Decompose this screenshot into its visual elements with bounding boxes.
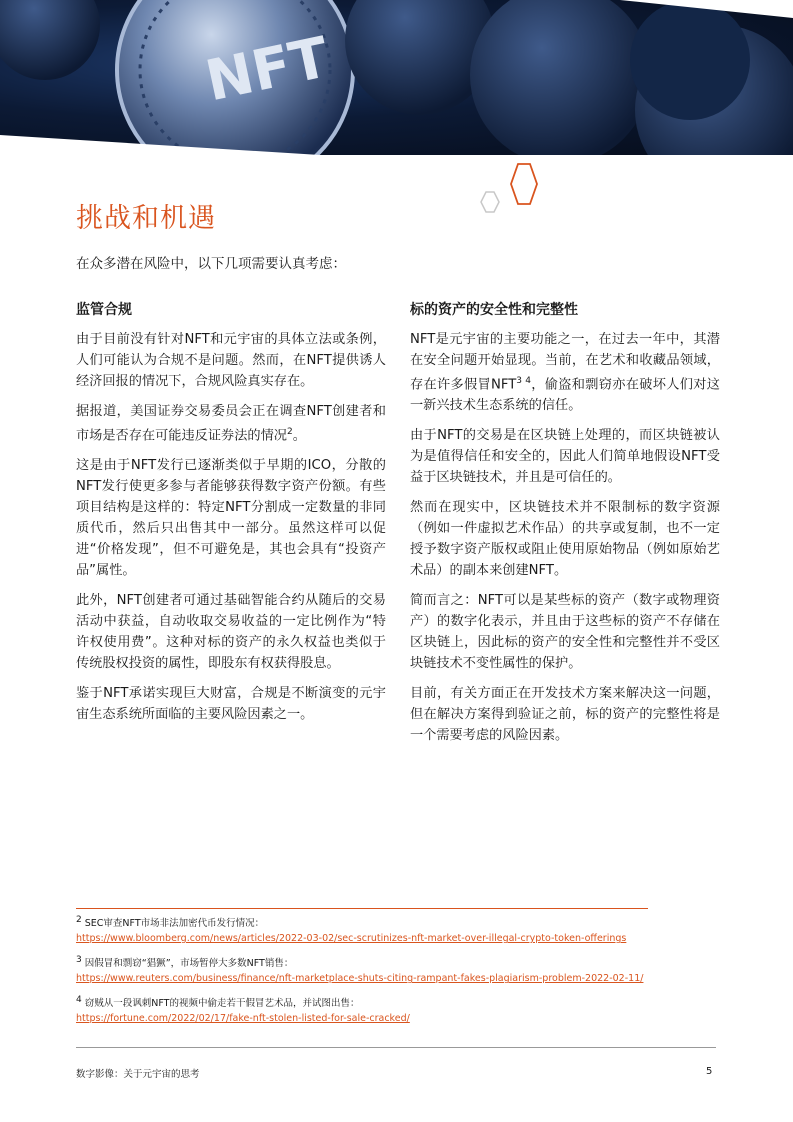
paragraph: 然而在现实中，区块链技术并不限制标的数字资源（例如一件虚拟艺术作品）的共享或复制，也不一定授予数字资产版权或阻止使用原始物品（例如原始艺术品）的副本来创建NFT。 <box>410 500 720 579</box>
footnote-number: 2 <box>76 915 82 925</box>
coin-shape <box>630 0 750 120</box>
footnote-ref: 2 <box>287 427 293 437</box>
footnote-text: SEC审查NFT市场非法加密代币发行情况： <box>84 918 265 930</box>
footnote-number: 4 <box>76 995 82 1006</box>
footnotes <box>76 913 676 1033</box>
paragraph: 此外，NFT创建者可通过基础智能合约从随后的交易活动中获益，自动收取交易收益的一定比例作为“特许权使用费”。这种对标的资产的永久权益也类似于传统股权投资的属性，即股东有权获得股息。 <box>76 593 386 672</box>
regulatory-heading: 监管合规 <box>76 302 132 318</box>
footnote-divider <box>76 908 648 909</box>
hero-banner <box>0 0 793 155</box>
footnote-link[interactable]: https://www.reuters.com/business/finance/nft-marketplace-shuts-citing-rampant-fakes-plagiarism-problem-2022-02-11/ <box>76 973 644 985</box>
asset-security-heading: 标的资产的安全性和完整性 <box>410 302 578 318</box>
paragraph: 简而言之：NFT可以是某些标的资产（数字或物理资产）的数字化表示，并且由于这些标的资产不存储在区块链上，因此标的资产的安全性和完整性并不受区块链技术不变性属性的保护。 <box>410 593 720 672</box>
nft-coins-illustration <box>0 0 793 155</box>
intro-text: 在众多潜在风险中，以下几项需要认真考虑： <box>76 256 346 272</box>
left-column <box>76 300 386 734</box>
footnote-link[interactable]: https://fortune.com/2022/02/17/fake-nft-stolen-listed-for-sale-cracked/ <box>76 1013 410 1025</box>
paragraph: 据报道，美国证券交易委员会正在调查NFT创建者和市场是否存在可能违反证券法的情况$^2$。 <box>76 404 386 444</box>
footnote-number: 3 <box>76 955 82 966</box>
coin-shape <box>0 0 100 80</box>
paragraph: 由于目前没有针对NFT和元宇宙的具体立法或条例，人们可能认为合规不是问题。然而，在NFT提供诱人经济回报的情况下，合规风险真实存在。 <box>76 332 386 389</box>
right-column <box>410 300 720 755</box>
footnote <box>76 913 676 946</box>
paragraph: NFT是元宇宙的主要功能之一，在过去一年中，其潜在安全问题开始显现。当前，在艺术和收藏品领域，存在许多假冒$NFT^{3 4}$，偷盗和剽窃亦在破坏人们对这一新兴技术生态系统的信任。 <box>410 332 720 414</box>
footer-divider <box>76 1047 716 1048</box>
coin-label: NFT <box>200 25 335 115</box>
hexagon-decoration-icon <box>478 160 548 215</box>
footer-publication-title: 数字影像：关于元宇宙的思考 <box>76 1069 200 1080</box>
footnote <box>76 993 676 1026</box>
page-number: 5 <box>706 1066 713 1077</box>
section-title: 挑战和机遇 <box>76 203 216 234</box>
paragraph: 鉴于NFT承诺实现巨大财富，合规是不断演变的元宇宙生态系统所面临的主要风险因素之一。 <box>76 686 386 723</box>
paragraph: 由于NFT的交易是在区块链上处理的，而区块链被认为是值得信任和安全的，因此人们简单地假设NFT受益于区块链技术，并且是可信任的。 <box>410 428 720 486</box>
footnote <box>76 953 676 986</box>
paragraph: 这是由于NFT发行已逐渐类似于早期的ICO，分散的NFT发行使更多参与者能够获得数字资产份额。有些项目结构是这样的：特定NFT分割成一定数量的非同质代币，然后只出售其中一部分。虽然这样可以促进“价格发现”，但不可避免是，其也会具有“投资产品”属性。 <box>76 458 386 579</box>
footnote-text: 因假冒和剽窃“猖獗”，市场暂停大多数NFT销售： <box>84 958 294 970</box>
footnote-ref: 3 4 <box>516 376 531 386</box>
footnote-text: 窃贼从一段讽刺NFT的视频中偷走若干假冒艺术品，并试图出售： <box>84 998 360 1010</box>
paragraph: 目前，有关方面正在开发技术方案来解决这一问题，但在解决方案得到验证之前，标的资产的完整性将是一个需要考虑的风险因素。 <box>410 686 720 744</box>
footnote-link[interactable]: https://www.bloomberg.com/news/articles/2022-03-02/sec-scrutinizes-nft-market-over-illegal-crypto-token-offerings <box>76 933 627 945</box>
